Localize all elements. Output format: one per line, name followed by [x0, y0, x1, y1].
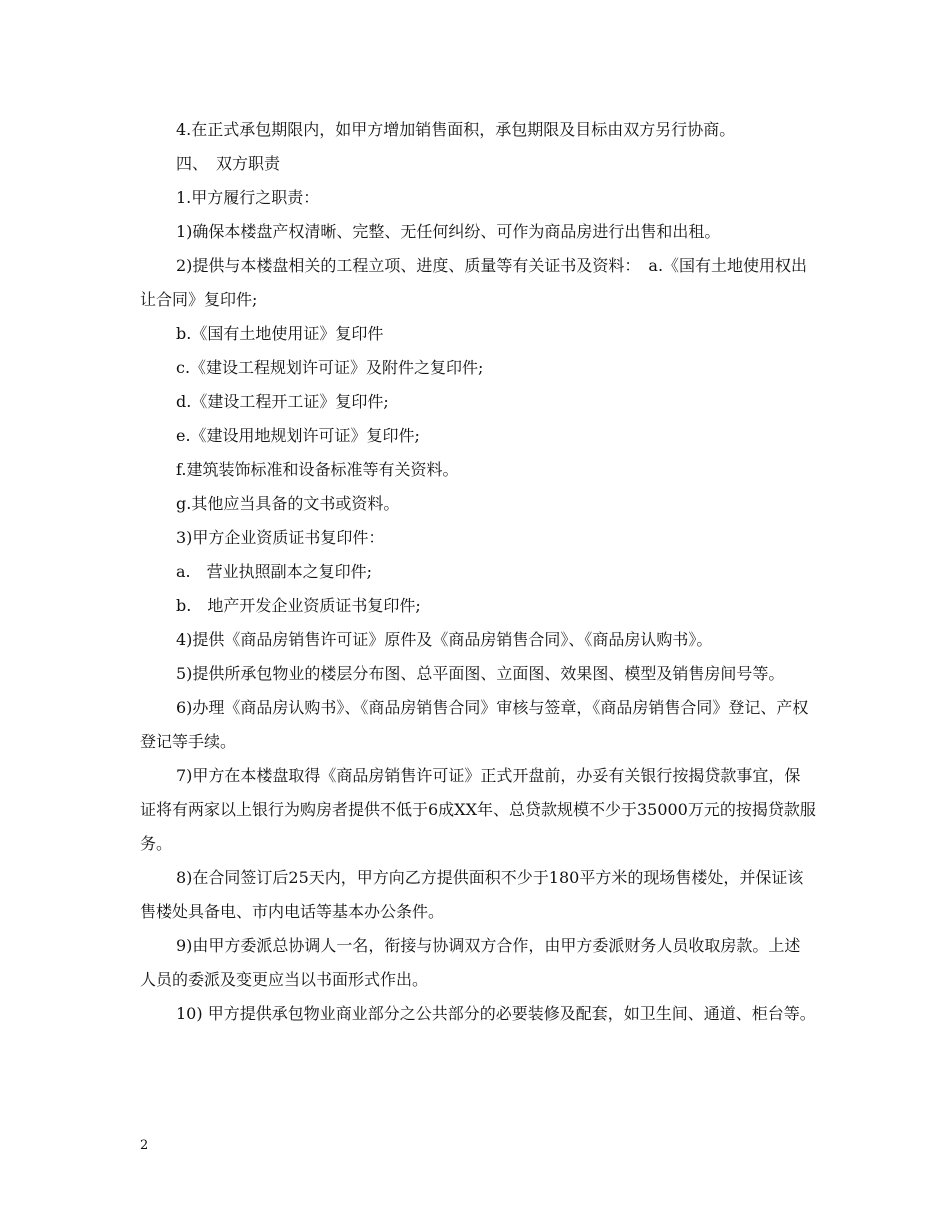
list-item: b. 地产开发企业资质证书复印件;	[176, 596, 421, 615]
document-body	[140, 113, 816, 1031]
paragraph: 3)甲方企业资质证书复印件：	[176, 528, 385, 547]
paragraph: 4)提供《商品房销售许可证》原件及《商品房销售合同》、《商品房认购书》。	[176, 630, 713, 649]
paragraph: 4.在正式承包期限内，如甲方增加销售面积，承包期限及目标由双方另行协商。	[176, 120, 736, 139]
list-item: f.建筑装饰标准和设备标准等有关资料。	[176, 460, 459, 479]
list-item: d.《建设工程开工证》复印件;	[176, 392, 389, 411]
subsection-heading: 1.甲方履行之职责：	[176, 188, 320, 207]
paragraph: 6)办理《商品房认购书》、《商品房销售合同》审核与签章，《商品房销售合同》登记、产权登记等手续。	[140, 698, 809, 751]
list-item: b.《国有土地使用证》复印件	[176, 324, 384, 343]
page-number: 2	[140, 1138, 149, 1153]
list-item: g.其他应当具备的文书或资料。	[176, 494, 400, 513]
paragraph: 9)由甲方委派总协调人一名，衔接与协调双方合作，由甲方委派财务人员收取房款。上述人员的委派及变更应当以书面形式作出。	[140, 936, 801, 989]
paragraph: 2)提供与本楼盘相关的工程立项、进度、质量等有关证书及资料： a.《国有土地使用权出让合同》复印件;	[140, 256, 808, 309]
paragraph: 8)在合同签订后25天内，甲方向乙方提供面积不少于180平方米的现场售楼处，并保证该售楼处具备电、市内电话等基本办公条件。	[140, 868, 804, 921]
paragraph: 5)提供所承包物业的楼层分布图、总平面图、立面图、效果图、模型及销售房间号等。	[176, 664, 785, 683]
paragraph: 10) 甲方提供承包物业商业部分之公共部分的必要装修及配套，如卫生间、通道、柜台等。	[176, 1004, 816, 1023]
list-item: e.《建设用地规划许可证》复印件;	[176, 426, 420, 445]
paragraph: 7)甲方在本楼盘取得《商品房销售许可证》正式开盘前，办妥有关银行按揭贷款事宜，保证将有两家以上银行为购房者提供不低于6成XX年、总贷款规模不少于35000万元的按揭贷款服务。	[140, 766, 816, 853]
list-item: a. 营业执照副本之复印件;	[176, 562, 373, 581]
paragraph: 1)确保本楼盘产权清晰、完整、无任何纠纷、可作为商品房进行出售和出租。	[176, 222, 721, 241]
list-item: c.《建设工程规划许可证》及附件之复印件;	[176, 358, 484, 377]
section-heading: 四、 双方职责	[176, 154, 281, 173]
